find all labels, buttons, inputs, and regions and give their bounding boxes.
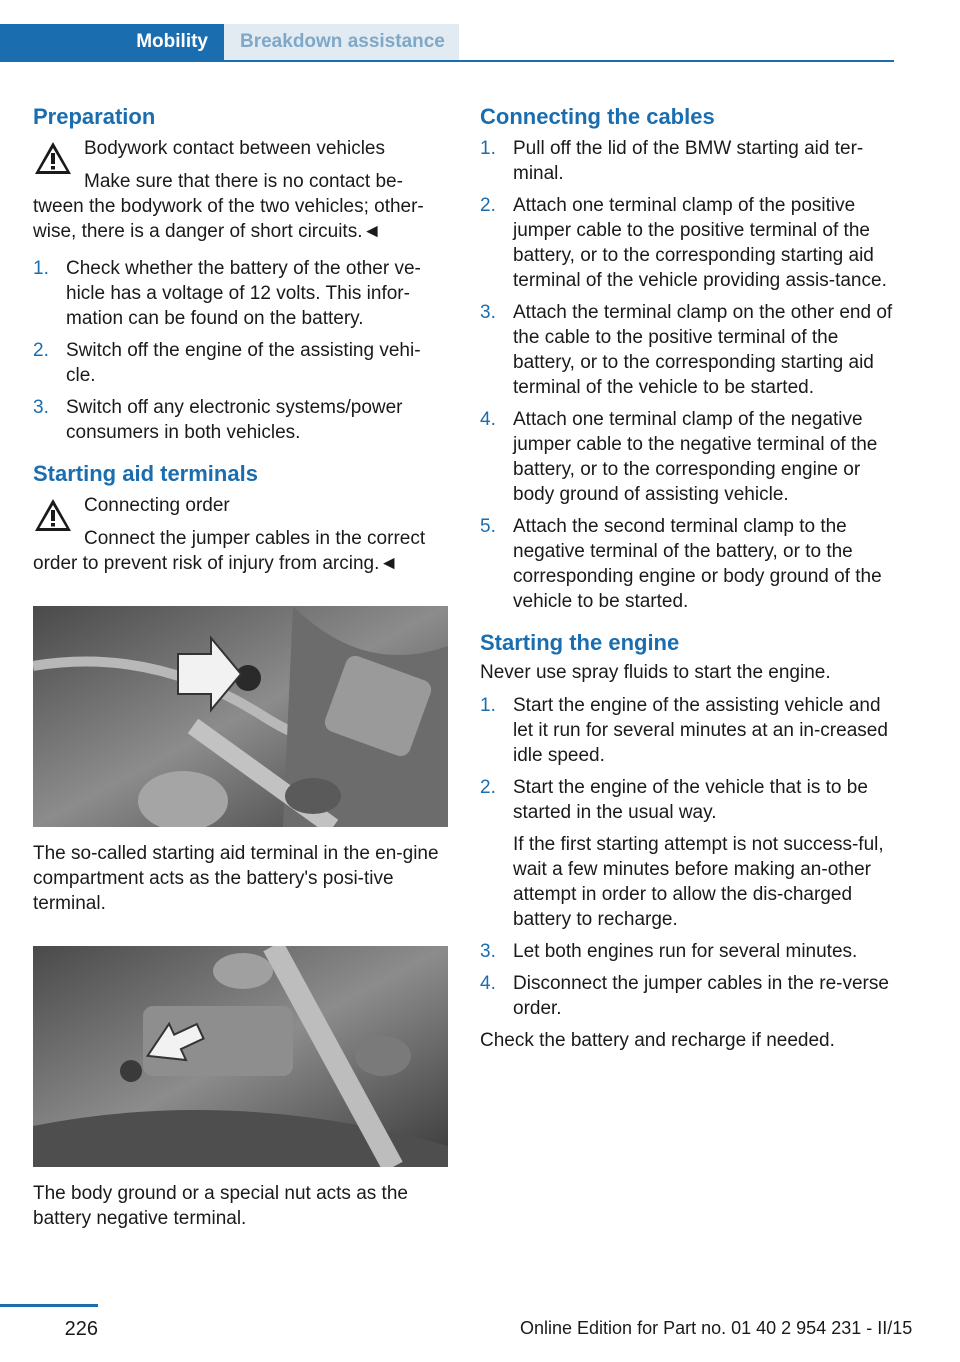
list-item: 2. Attach one terminal clamp of the positive jumper cable to the positive terminal of the battery, or to the corresponding starting aid terminal of the vehicle providing assis-tance. bbox=[480, 195, 887, 291]
list-item: 5. Attach the second terminal clamp to the negative terminal of the battery, or to the corresponding engine or body ground of the vehicle to be started. bbox=[480, 516, 882, 612]
starting-aid-terminal-photo bbox=[33, 606, 448, 827]
connecting-cables-heading: Connecting the cables bbox=[480, 104, 715, 129]
warning-text: Make sure that there is no contact be-tween the bodywork of the two vehicles; other-wise, there is a danger of short circuits.◄ bbox=[33, 171, 424, 242]
right-column bbox=[480, 100, 895, 1053]
list-item: 3. Switch off any electronic systems/power consumers in both vehicles. bbox=[33, 397, 403, 443]
section-tab: Mobility bbox=[0, 24, 224, 60]
list-item: 2. Start the engine of the vehicle that is to be started in the usual way. If the first starting attempt is not success-ful, wait a few minutes before making an-other attempt in order to allow the dis-charged battery to recharge. bbox=[480, 775, 895, 932]
preparation-warning bbox=[33, 136, 448, 244]
page-header bbox=[0, 24, 894, 62]
list-item: 2. Switch off the engine of the assisting vehi-cle. bbox=[33, 340, 421, 386]
engine-steps bbox=[480, 693, 895, 1021]
list-item: 1. Pull off the lid of the BMW starting aid ter-minal. bbox=[480, 138, 864, 184]
starting-engine-heading: Starting the engine bbox=[480, 630, 680, 655]
step-note: If the first starting attempt is not success-ful, wait a few minutes before making an-other attempt in order to allow the dis-charged battery to recharge. bbox=[513, 834, 884, 930]
photo-caption-positive: The so-called starting aid terminal in the en-gine compartment acts as the battery's posi-tive terminal. bbox=[33, 843, 439, 914]
edition-note: Online Edition for Part no. 01 40 2 954 231 - II/15 bbox=[520, 1318, 913, 1338]
starting-aid-terminals-heading: Starting aid terminals bbox=[33, 461, 258, 486]
list-item: 3. Attach the terminal clamp on the other end of the cable to the positive terminal of the battery, or to the corresponding starting aid terminal of the vehicle to be started. bbox=[480, 302, 893, 398]
warning-text: Connect the jumper cables in the correct order to prevent risk of injury from arcing.◄ bbox=[33, 528, 426, 574]
warning-title: Bodywork contact between vehicles bbox=[84, 138, 385, 159]
list-item: 4. Disconnect the jumper cables in the re-verse order. bbox=[480, 973, 889, 1019]
preparation-steps bbox=[33, 256, 448, 445]
photo-caption-negative: The body ground or a special nut acts as the battery negative terminal. bbox=[33, 1183, 408, 1229]
left-column bbox=[33, 100, 448, 1231]
list-item: 1. Check whether the battery of the other ve-hicle has a voltage of 12 volts. This infor-mation can be found on the battery. bbox=[33, 258, 421, 329]
terminals-warning bbox=[33, 493, 448, 576]
preparation-heading: Preparation bbox=[33, 104, 156, 129]
footer-rule bbox=[0, 1304, 98, 1307]
engine-outro: Check the battery and recharge if needed. bbox=[480, 1030, 835, 1051]
header-rule bbox=[0, 60, 894, 62]
engine-intro: Never use spray fluids to start the engine. bbox=[480, 662, 831, 683]
page-number: 226 bbox=[64, 1318, 98, 1340]
cables-steps bbox=[480, 136, 895, 614]
body-ground-photo bbox=[33, 946, 448, 1167]
warning-triangle-icon bbox=[33, 497, 73, 533]
list-item: 3. Let both engines run for several minutes. bbox=[480, 941, 858, 962]
list-item: 4. Attach one terminal clamp of the negative jumper cable to the negative terminal of the battery, or to the corresponding engine or body ground of assisting vehicle. bbox=[480, 409, 878, 505]
warning-triangle-icon bbox=[33, 140, 73, 176]
list-item: 1. Start the engine of the assisting vehicle and let it run for several minutes at an in-creased idle speed. bbox=[480, 695, 888, 766]
warning-title: Connecting order bbox=[84, 495, 230, 516]
subsection-tab: Breakdown assistance bbox=[224, 24, 459, 60]
